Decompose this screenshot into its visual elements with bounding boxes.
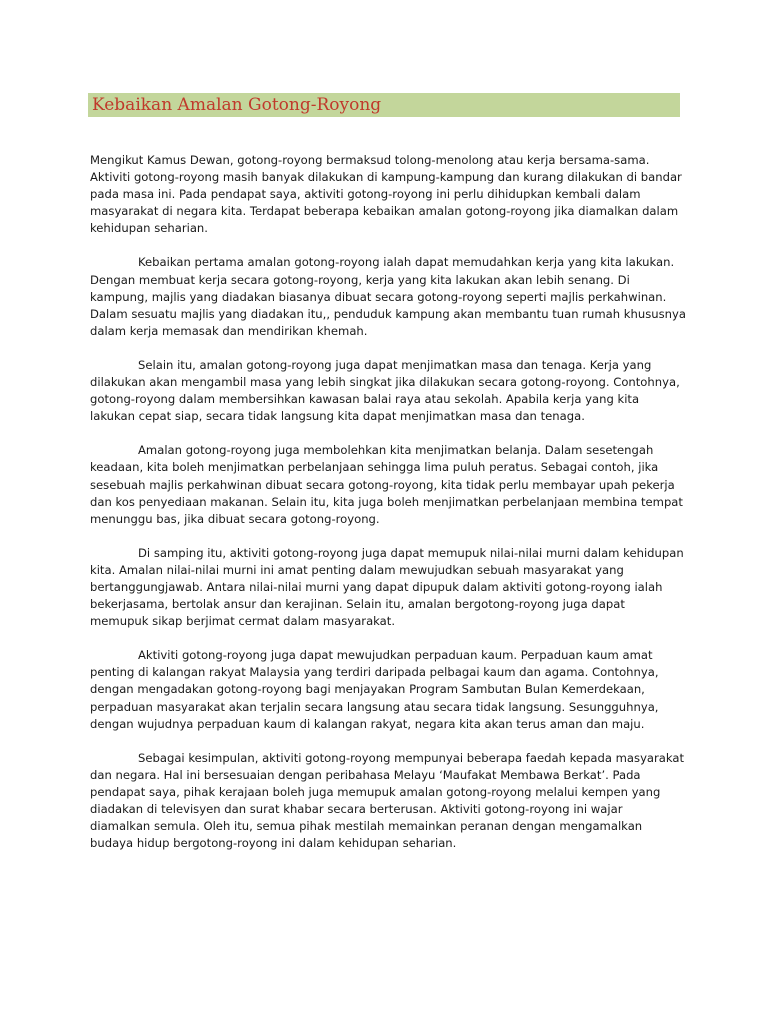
paragraph-point-4: Di samping itu, aktiviti gotong-royong juga dapat memupuk nilai-nilai murni dalam kehidupan kita. Amalan nilai-nilai murni ini amat penting dalam mewujudkan sebuah masyarakat yang bertanggungjawab. Antara nilai-nilai murni yang dapat dipupuk dalam aktiviti gotong-royong ialah bekerjasama, bertolak ansur dan kerajinan. Selain itu, amalan bergotong-royong juga dapat memupuk sikap berjimat cermat dalam masyarakat. (90, 545, 684, 629)
paragraph-point-3: Amalan gotong-royong juga membolehkan kita menjimatkan belanja. Dalam sesetengah keadaan, kita boleh menjimatkan perbelanjaan sehingga lima puluh peratus. Sebagai contoh, jika sesebuah majlis perkahwinan dibuat secara gotong-royong, kita tidak perlu membayar upah pekerja dan kos penyediaan makanan. Selain itu, kita juga boleh menjimatkan perbelanjaan membina tempat menunggu bas, jika dibuat secara gotong-royong. (90, 443, 683, 526)
paragraph-intro: Mengikut Kamus Dewan, gotong-royong bermaksud tolong-menolong atau kerja bersama-sama. Aktiviti gotong-royong masih banyak dilakukan di kampung-kampung dan kurang dilakukan di bandar pada masa ini. Pada pendapat saya, aktiviti gotong-royong ini perlu dihidupkan kembali dalam masyarakat di negara kita. Terdapat beberapa kebaikan amalan gotong-royong jika diamalkan dalam kehidupan seharian. (90, 153, 682, 236)
paragraph-conclusion: Sebagai kesimpulan, aktiviti gotong-royong mempunyai beberapa faedah kepada masyarakat dan negara. Hal ini bersesuaian dengan peribahasa Melayu ‘Maufakat Membawa Berkat’. Pada pendapat saya, pihak kerajaan boleh juga memupuk amalan gotong-royong melalui kempen yang diadakan di televisyen dan surat khabar secara berterusan. Aktiviti gotong-royong ini wajar diamalkan semula. Oleh itu, semua pihak mestilah memainkan peranan dengan mengamalkan budaya hidup bergotong-royong ini dalam kehidupan seharian. (90, 750, 685, 851)
paragraph-point-5: Aktiviti gotong-royong juga dapat mewujudkan perpaduan kaum. Perpaduan kaum amat penting di kalangan rakyat Malaysia yang terdiri daripada pelbagai kaum dan agama. Contohnya, dengan mengadakan gotong-royong bagi menjayakan Program Sambutan Bulan Kemerdekaan, perpaduan masyarakat akan terjalin secara langsung atau secara tidak langsung. Sesungguhnya, dengan wujudnya perpaduan kaum di kalangan rakyat, negara kita akan terus aman dan maju. (90, 648, 659, 731)
document-title: Kebaikan Amalan Gotong-Royong (92, 95, 382, 115)
paragraph-point-2: Selain itu, amalan gotong-royong juga dapat menjimatkan masa dan tenaga. Kerja yang dilakukan akan mengambil masa yang lebih singkat jika dilakukan secara gotong-royong. Contohnya, gotong-royong dalam membersihkan kawasan balai raya atau sekolah. Apabila kerja yang kita lakukan cepat siap, secara tidak langsung kita dapat menjimatkan masa dan tenaga. (90, 357, 680, 424)
document-body (90, 152, 686, 869)
title-banner (88, 93, 680, 117)
paragraph-point-1: Kebaikan pertama amalan gotong-royong ialah dapat memudahkan kerja yang kita lakukan. Dengan membuat kerja secara gotong-royong, kerja yang kita lakukan akan lebih senang. Di kampung, majlis yang diadakan biasanya dibuat secara gotong-royong seperti majlis perkahwinan. Dalam sesuatu majlis yang diadakan itu,, penduduk kampung akan membantu tuan rumah khususnya dalam kerja memasak dan mendirikan khemah. (90, 255, 686, 338)
